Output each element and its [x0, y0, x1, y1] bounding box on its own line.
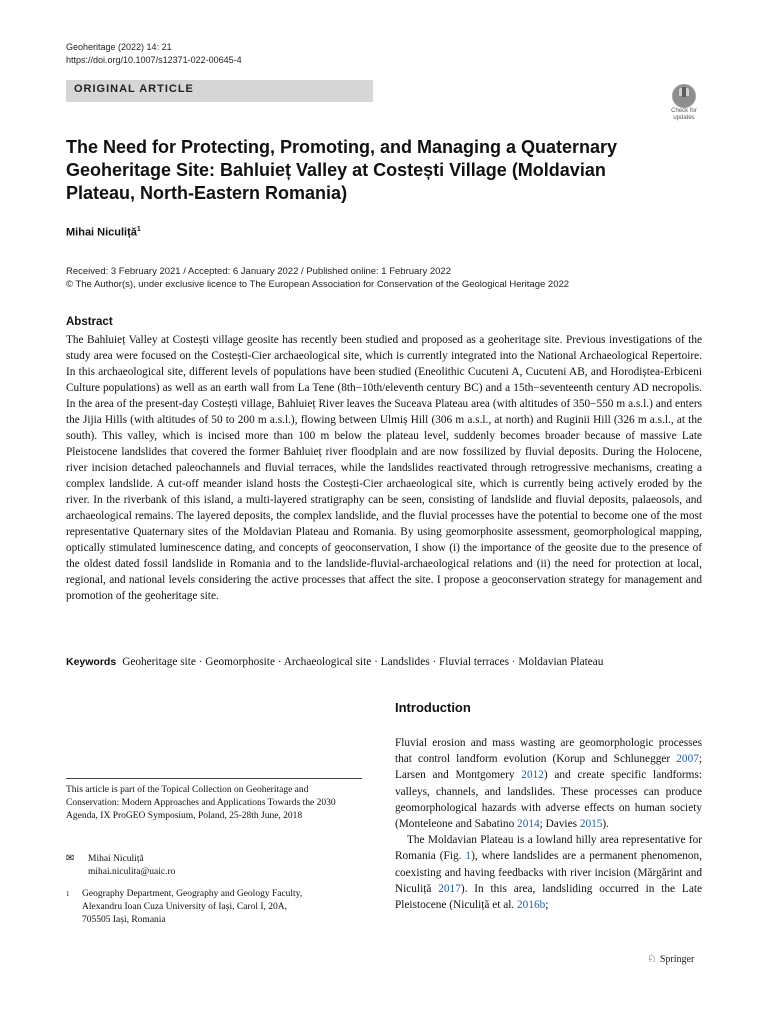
check-for-updates-badge[interactable] — [666, 82, 702, 124]
introduction-heading: Introduction — [395, 700, 471, 715]
intro-paragraph: Fluvial erosion and mass wasting are geomorphologic processes that control landform evolution (Korup and Schlunegger 2007; Larsen and Montgomery 2012) and create specific landforms: valleys, channels, and landslides. These processes can produce geomorphological hazards with adverse effects on human society (Monteleone and Sabatino 2014; Davies 2015). — [395, 737, 702, 831]
citation-link[interactable]: 2007 — [676, 753, 699, 766]
publisher-name: Springer — [659, 954, 695, 965]
abstract-heading: Abstract — [66, 316, 113, 328]
citation-link[interactable]: 2016b — [517, 899, 546, 912]
check-for-updates-text: Check for updates — [671, 108, 697, 121]
envelope-icon: ✉ — [66, 853, 75, 864]
author-name[interactable]: Mihai Niculiță — [66, 226, 137, 239]
author-line[interactable] — [66, 226, 141, 239]
contact-email[interactable]: mihai.niculita@uaic.ro — [88, 867, 176, 877]
citation-link[interactable]: 2012 — [521, 769, 544, 782]
corresponding-author — [66, 852, 175, 879]
keywords-line — [66, 654, 706, 670]
keywords-list: Geoheritage site · Geomorphosite · Archaeological site · Landslides · Fluvial terraces · Moldavian Plateau — [122, 656, 604, 668]
abstract-text: The Bahluieț Valley at Costești village geosite has recently been studied and proposed as a geoheritage site. Previous investigations of the study area were focused on the Costești-Cier archaeological site, which is currently integrated into the National Archaeological Repertoire. In this archaeological site, different levels of populations have been studied (Eneolithic Cucuteni A, Cucuteni AB, and Horodiștea-Erbiceni Culture populations) as well as an earth wall from La Tene (8th−10th/eleventh century BC) and a 15th−seventeenth century AD necropolis. In the area of the present-day Costești village, Bahluieț River leaves the Suceava Plateau area (with altitudes of 350−550 m a.s.l.) and enters the Jijia Hills (with altitudes of 50 to 200 m a.s.l.), flowing between Ulmiș Hill (306 m a.s.l., at north) and Ruginii Hill (326 m a.s.l., at the south). This valley, which is incised more than 100 m below the plateau level, suddenly becomes broader because of massive Late Pleistocene landslides that covered the former Bahluieț river floodplain and are now fossilized by fluvial deposits. During the Holocene, river incision detached paleochannels and fluvial terraces, while the landslides reactivated through retrogressive mechanisms, creating a complex landslide. A cut-off meander island hosts the Costești-Cier archaeological site, which is currently being actively eroded by the river. In the riverbank of this island, a multi-layered stratigraphy can be seen, consisting of landslide and fluvial deposits, palaeosols, and archaeological remains. The layered deposits, the complex landslide, and the fluvial processes have the potential to become one of the most representative Quaternary sites of the Moldavian Plateau and Romania. By using geomorphosite assessment, geomorphological mapping, optically stimulated luminescence dating, and concepts of geoconservation, I show (i) the importance of the geosite due to the presence of the oldest dated fossil landslide in Romania and to the landslide-fluvial-archaeological relations and (ii) the need for protection at local, regional, and national levels considering the active processes that affect the site. I propose a geoconservation strategy for management and promotion of the geoheritage site. — [66, 334, 702, 602]
publisher-logo — [647, 952, 694, 965]
publication-dates — [66, 266, 569, 291]
journal-header — [66, 41, 242, 67]
article-type-bar — [66, 80, 373, 102]
author-affil-mark: 1 — [136, 226, 141, 233]
springer-horse-icon: ♘ — [647, 952, 657, 965]
topical-collection-note: This article is part of the Topical Collection on Geoheritage and Conservation: Modern Approaches and Applications Towards the 2030 Agenda, IX ProGEO Symposium, Poland, 25-28th June, 2018 — [66, 785, 336, 821]
contact-name: Mihai Niculiță — [88, 854, 144, 864]
footnote-divider — [66, 778, 362, 779]
affiliation-number: 1 — [66, 890, 70, 898]
citation-link[interactable]: 2015 — [579, 818, 603, 831]
citation-link[interactable]: 2014 — [517, 818, 540, 831]
introduction-text — [395, 735, 702, 913]
copyright-line: © The Author(s), under exclusive licence to The European Association for Conservation of the Geological Heritage 2022 — [66, 278, 570, 290]
journal-citation: Geoheritage (2022) 14: 21 — [66, 42, 172, 52]
keywords-label: Keywords — [66, 656, 117, 668]
doi-link[interactable]: https://doi.org/10.1007/s12371-022-00645-4 — [66, 55, 242, 65]
figure-link[interactable]: 1 — [465, 850, 472, 863]
article-type-label: ORIGINAL ARTICLE — [74, 83, 194, 95]
dates-line: Received: 3 February 2021 / Accepted: 6 January 2022 / Published online: 1 February 2022 — [66, 266, 451, 277]
article-title: The Need for Protecting, Promoting, and Managing a Quaternary Geoheritage Site: Bahluieț Valley at Costești Village (Moldavian Plateau, North-Eastern Romania) — [66, 137, 618, 203]
citation-link[interactable]: 2017 — [438, 882, 461, 895]
affiliation-line: 705505 Iași, Romania — [82, 915, 166, 925]
affiliation-line: Geography Department, Geography and Geology Faculty, — [82, 889, 303, 899]
affiliation — [66, 888, 362, 927]
intro-paragraph: The Moldavian Plateau is a lowland hilly area representative for Romania (Fig. 1), where landslides are a permanent phenomenon, coexisting and having feedbacks with river incision (Mărgărint and Niculiță 2017). In this area, landsliding occurred in the Late Pleistocene (Niculiță et al. 2016b; — [395, 834, 703, 912]
affiliation-line: Alexandru Ioan Cuza University of Iași, Carol I, 20A, — [82, 902, 287, 912]
check-for-updates-icon — [672, 84, 696, 108]
